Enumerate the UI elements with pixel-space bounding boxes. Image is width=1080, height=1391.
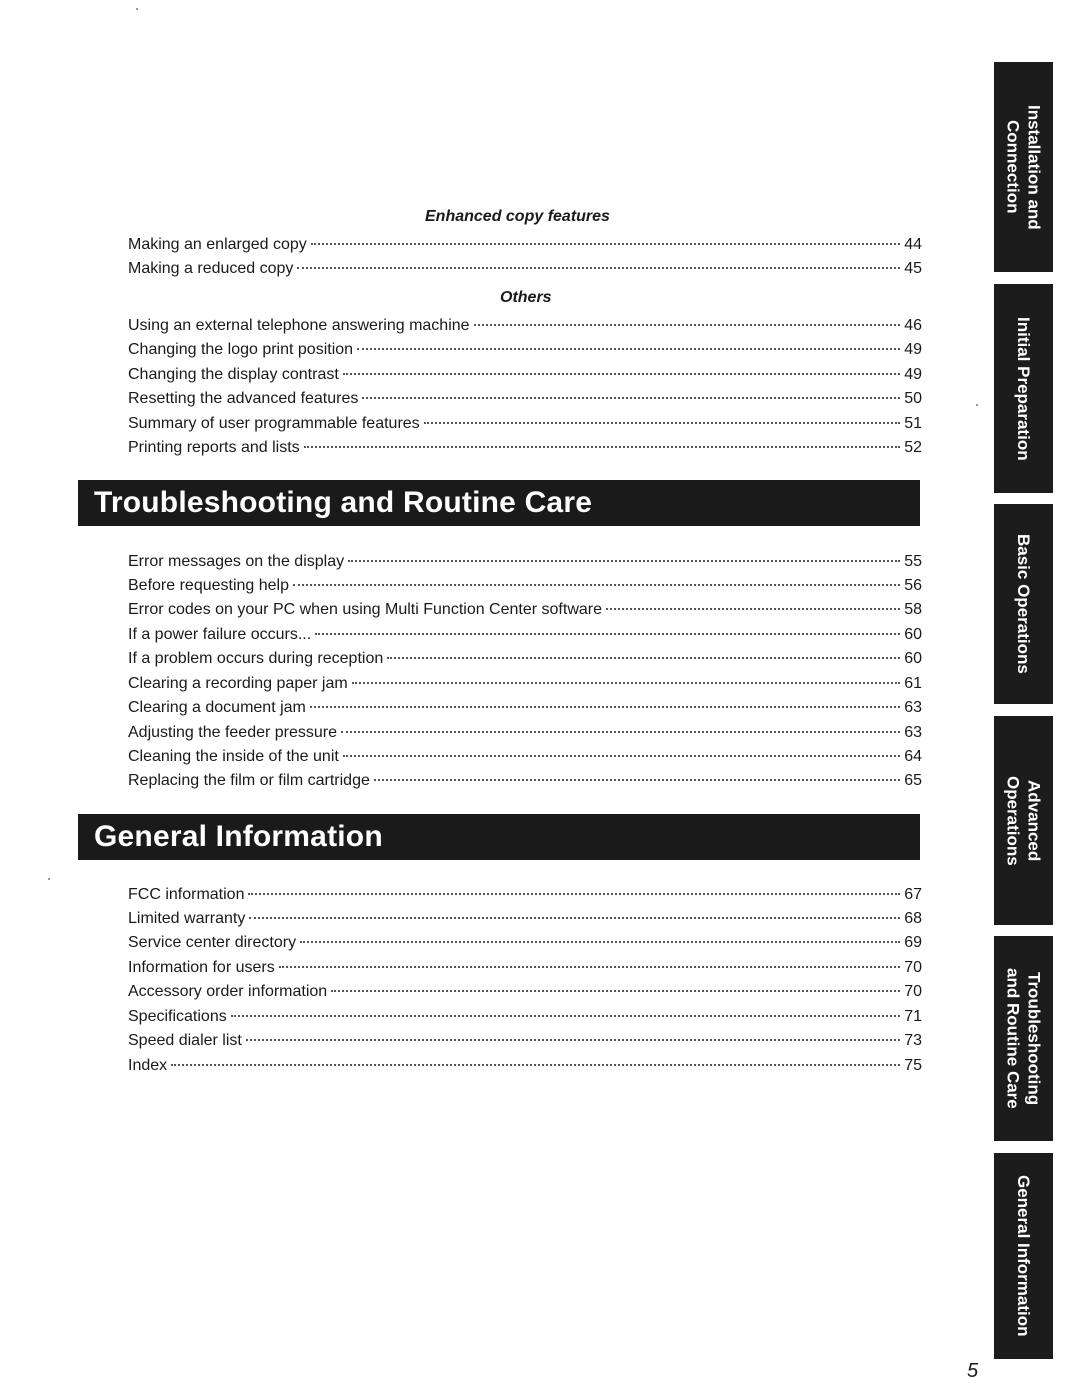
toc-entry-page: 70 xyxy=(904,959,922,976)
toc-entry[interactable] xyxy=(128,233,922,257)
section-banner-general xyxy=(78,814,920,860)
toc-entry-page: 75 xyxy=(904,1057,922,1074)
toc-entry[interactable] xyxy=(128,647,922,671)
toc-entry-title: Clearing a document jam xyxy=(128,699,306,716)
dot-leader xyxy=(279,966,900,968)
toc-entry-page: 44 xyxy=(904,236,922,253)
toc-entry-title: If a power failure occurs... xyxy=(128,626,312,643)
toc-entry[interactable] xyxy=(128,574,922,598)
toc-entry-page: 71 xyxy=(904,1008,922,1025)
toc-entry-title: Using an external telephone answering machine xyxy=(128,317,470,334)
page-number: 5 xyxy=(967,1360,979,1382)
toc-entry-page: 46 xyxy=(904,317,922,334)
dot-leader xyxy=(248,893,900,895)
toc-entry-page: 65 xyxy=(904,772,922,789)
toc-entry-title: Specifications xyxy=(128,1008,227,1025)
dot-leader xyxy=(343,755,900,757)
toc-entry-page: 70 xyxy=(904,983,922,1000)
dot-leader xyxy=(357,348,900,350)
toc-entry[interactable] xyxy=(128,956,922,980)
toc-entry-title: Adjusting the feeder pressure xyxy=(128,724,338,741)
scan-speck xyxy=(48,878,50,880)
toc-entry[interactable] xyxy=(128,672,922,696)
toc-entry[interactable] xyxy=(128,436,922,460)
dot-leader xyxy=(311,243,900,245)
toc-entry-title: Before requesting help xyxy=(128,577,289,594)
toc-entry-title: Service center directory xyxy=(128,934,297,951)
toc-entry[interactable] xyxy=(128,598,922,622)
toc-entry-title: Making a reduced copy xyxy=(128,260,294,277)
toc-entry[interactable] xyxy=(128,338,922,362)
dot-leader xyxy=(171,1064,900,1066)
side-tab-label: General Information xyxy=(1014,1175,1033,1337)
dot-leader xyxy=(387,657,900,659)
toc-entry-page: 49 xyxy=(904,366,922,383)
side-tab-label: Basic Operations xyxy=(1014,534,1033,674)
toc-entry[interactable] xyxy=(128,980,922,1004)
banner-title: Troubleshooting and Routine Care xyxy=(94,486,593,519)
side-tab-installation[interactable] xyxy=(994,62,1053,272)
section-heading-enhanced-copy: Enhanced copy features xyxy=(425,208,610,225)
toc-entry-title: Information for users xyxy=(128,959,275,976)
dot-leader xyxy=(352,682,901,684)
toc-entry-page: 60 xyxy=(904,626,922,643)
dot-leader xyxy=(297,267,900,269)
toc-entry-page: 56 xyxy=(904,577,922,594)
toc-entry-title: Printing reports and lists xyxy=(128,439,300,456)
dot-leader xyxy=(362,397,900,399)
toc-entry-title: Limited warranty xyxy=(128,910,246,927)
banner-title: General Information xyxy=(94,820,383,853)
dot-leader xyxy=(424,422,901,424)
toc-entry-page: 58 xyxy=(904,601,922,618)
toc-entry[interactable] xyxy=(128,257,922,281)
side-tab-general-information[interactable] xyxy=(994,1153,1053,1359)
dot-leader xyxy=(374,779,900,781)
toc-entry-title: Making an enlarged copy xyxy=(128,236,307,253)
toc-entry[interactable] xyxy=(128,1029,922,1053)
toc-entry-title: Cleaning the inside of the unit xyxy=(128,748,339,765)
dot-leader xyxy=(343,373,900,375)
toc-entry-page: 69 xyxy=(904,934,922,951)
toc-entry[interactable] xyxy=(128,721,922,745)
toc-entry-page: 63 xyxy=(904,724,922,741)
toc-entry-title: Error codes on your PC when using Multi Function Center software xyxy=(128,601,602,618)
dot-leader xyxy=(310,706,900,708)
side-tab-label: Troubleshooting and Routine Care xyxy=(1003,968,1044,1109)
side-tab-label: Installation and Connection xyxy=(1003,104,1044,230)
scan-speck xyxy=(136,8,138,10)
toc-entry[interactable] xyxy=(128,1054,922,1078)
toc-entry[interactable] xyxy=(128,412,922,436)
toc-entry-page: 50 xyxy=(904,390,922,407)
toc-entry-title: FCC information xyxy=(128,886,245,903)
toc-entry[interactable] xyxy=(128,907,922,931)
toc-entry[interactable] xyxy=(128,387,922,411)
dot-leader xyxy=(293,584,900,586)
dot-leader xyxy=(249,917,900,919)
dot-leader xyxy=(348,560,900,562)
toc-entry-title: Replacing the film or film cartridge xyxy=(128,772,370,789)
toc-entry-title: Speed dialer list xyxy=(128,1032,242,1049)
toc-entry-page: 63 xyxy=(904,699,922,716)
side-tab-basic-operations[interactable] xyxy=(994,504,1053,704)
dot-leader xyxy=(331,990,900,992)
toc-entry-page: 49 xyxy=(904,341,922,358)
toc-entry-page: 67 xyxy=(904,886,922,903)
toc-entry-page: 68 xyxy=(904,910,922,927)
section-banner-troubleshooting xyxy=(78,480,920,526)
toc-entry-title: If a problem occurs during reception xyxy=(128,650,384,667)
toc-entry-page: 55 xyxy=(904,553,922,570)
dot-leader xyxy=(341,731,900,733)
toc-entry[interactable] xyxy=(128,696,922,720)
dot-leader xyxy=(300,941,900,943)
toc-entry-title: Error messages on the display xyxy=(128,553,345,570)
toc-entry-title: Index xyxy=(128,1057,168,1074)
toc-entry[interactable] xyxy=(128,550,922,574)
toc-entry[interactable] xyxy=(128,314,922,338)
toc-entry[interactable] xyxy=(128,623,922,647)
section-heading-others: Others xyxy=(500,289,552,306)
toc-entry-page: 45 xyxy=(904,260,922,277)
toc-entry[interactable] xyxy=(128,1005,922,1029)
side-tab-label: Advanced Operations xyxy=(1003,775,1044,866)
dot-leader xyxy=(231,1015,900,1017)
toc-entry-page: 60 xyxy=(904,650,922,667)
toc-entry-page: 52 xyxy=(904,439,922,456)
dot-leader xyxy=(474,324,901,326)
toc-entry[interactable] xyxy=(128,931,922,955)
side-tab-troubleshooting[interactable] xyxy=(994,936,1053,1141)
side-tab-label: Initial Preparation xyxy=(1014,316,1033,461)
toc-entry[interactable] xyxy=(128,883,922,907)
dot-leader xyxy=(246,1039,900,1041)
toc-entry[interactable] xyxy=(128,363,922,387)
toc-entry[interactable] xyxy=(128,745,922,769)
side-tab-advanced-operations[interactable] xyxy=(994,716,1053,925)
toc-entry-page: 64 xyxy=(904,748,922,765)
side-tab-initial-preparation[interactable] xyxy=(994,284,1053,493)
toc-entry-title: Clearing a recording paper jam xyxy=(128,675,348,692)
toc-entry-title: Changing the logo print position xyxy=(128,341,354,358)
dot-leader xyxy=(606,608,900,610)
toc-entry[interactable] xyxy=(128,769,922,793)
toc-entry-title: Resetting the advanced features xyxy=(128,390,359,407)
toc-entry-title: Accessory order information xyxy=(128,983,328,1000)
dot-leader xyxy=(304,446,901,448)
toc-entry-page: 61 xyxy=(904,675,922,692)
toc-entry-title: Changing the display contrast xyxy=(128,366,339,383)
scan-speck xyxy=(976,404,978,406)
dot-leader xyxy=(315,633,900,635)
toc-entry-page: 51 xyxy=(904,415,922,432)
toc-entry-page: 73 xyxy=(904,1032,922,1049)
toc-entry-title: Summary of user programmable features xyxy=(128,415,420,432)
